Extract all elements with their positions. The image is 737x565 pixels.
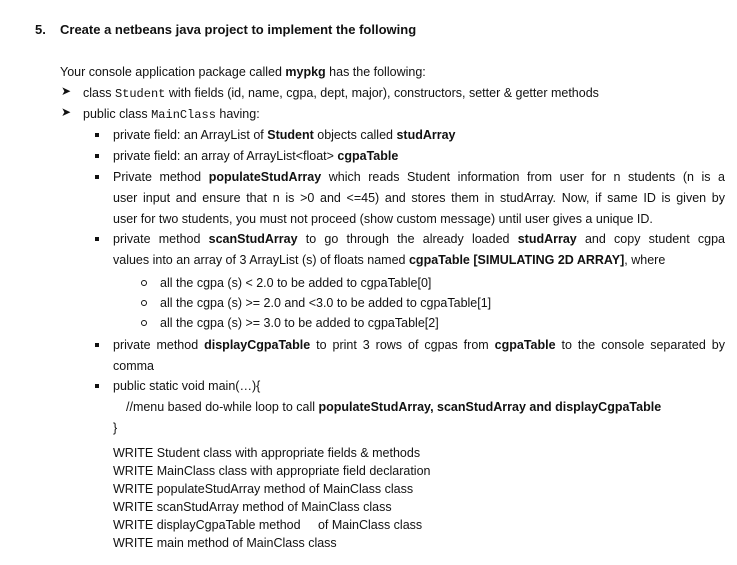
question-number: 5.	[35, 22, 46, 37]
main-line-1: public static void main(…){	[113, 379, 261, 393]
square-bullet-icon	[95, 154, 99, 158]
square-bullet-icon	[95, 343, 99, 347]
write-item-3: WRITE populateStudArray method of MainClass class	[113, 482, 414, 496]
write-item-5: WRITE displayCgpaTable method of MainClass class	[113, 518, 423, 532]
sub-item-3: all the cgpa (s) >= 3.0 to be added to cgpaTable[2]	[160, 316, 439, 330]
circle-bullet-icon	[141, 320, 147, 326]
question-title: Create a netbeans java project to implement the following	[60, 22, 417, 37]
write-item-2: WRITE MainClass class with appropriate field declaration	[113, 464, 431, 478]
arrow-bullet-icon: ➤	[61, 105, 72, 119]
scan-line-1: private method scanStudArray to go through the already loaded studArray and copy student cgpa	[113, 232, 725, 246]
write-item-1: WRITE Student class with appropriate fields & methods	[113, 446, 421, 460]
sub-item-1: all the cgpa (s) < 2.0 to be added to cgpaTable[0]	[160, 276, 432, 290]
mainclass-item: public class MainClass having:	[83, 107, 260, 122]
populate-line-3: user for two students, you must not proceed (show custom message) until user gives a unique ID.	[113, 212, 653, 226]
scan-line-2: values into an array of 3 ArrayList (s) of floats named cgpaTable [SIMULATING 2D ARRAY], where	[113, 253, 666, 267]
student-class-item: class Student with fields (id, name, cgpa, dept, major), constructors, setter & getter methods	[83, 86, 599, 101]
square-bullet-icon	[95, 133, 99, 137]
sub-item-2: all the cgpa (s) >= 2.0 and <3.0 to be added to cgpaTable[1]	[160, 296, 492, 310]
populate-line-1: Private method populateStudArray which reads Student information from user for n students (n is a	[113, 170, 726, 184]
field-cgpatable: private field: an array of ArrayList<float> cgpaTable	[113, 149, 399, 163]
write-item-6: WRITE main method of MainClass class	[113, 536, 337, 550]
main-line-2: //menu based do-while loop to call populateStudArray, scanStudArray and displayCgpaTable	[126, 400, 662, 414]
main-line-3: }	[113, 421, 118, 435]
square-bullet-icon	[95, 237, 99, 241]
intro-text: Your console application package called mypkg has the following:	[60, 65, 426, 79]
populate-line-2: user input and ensure that n is >0 and <=45) and stores them in studArray. Now, if same ID is given by	[113, 191, 725, 205]
square-bullet-icon	[95, 384, 99, 388]
display-line-2: comma	[113, 359, 154, 373]
display-line-1: private method displayCgpaTable to print 3 rows of cgpas from cgpaTable to the console separated by	[113, 338, 725, 352]
write-item-4: WRITE scanStudArray method of MainClass class	[113, 500, 392, 514]
package-name: mypkg	[285, 65, 326, 79]
field-studarray: private field: an ArrayList of Student objects called studArray	[113, 128, 456, 142]
square-bullet-icon	[95, 175, 99, 179]
arrow-bullet-icon: ➤	[61, 84, 72, 98]
circle-bullet-icon	[141, 300, 147, 306]
circle-bullet-icon	[141, 280, 147, 286]
